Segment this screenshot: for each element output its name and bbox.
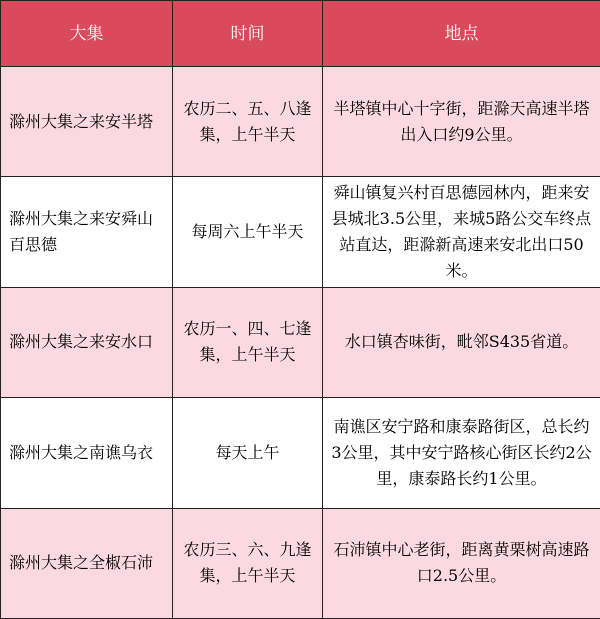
table-row: [1, 67, 600, 177]
table-row: [1, 287, 600, 397]
market-place-cell: 半塔镇中心十字街，距滁天高速半塔出入口约9公里。: [323, 67, 600, 177]
market-time-cell: 每周六上午半天: [173, 177, 323, 287]
market-name-cell: 滁州大集之来安半塔: [1, 67, 173, 177]
header-time: 时间: [173, 1, 323, 67]
table-row: [1, 398, 600, 508]
table-row: [1, 508, 600, 618]
market-place-cell: 水口镇杏味街，毗邻S435省道。: [323, 287, 600, 397]
market-place-cell: 石沛镇中心老街，距离黄栗树高速路口2.5公里。: [323, 508, 600, 618]
market-time-cell: 农历二、五、八逢集，上午半天: [173, 67, 323, 177]
market-place-cell: 舜山镇复兴村百思德园林内，距来安县城北3.5公里，来城5路公交车终点站直达，距滁新高速来安北出口50米。: [323, 177, 600, 287]
market-time-cell: 农历一、四、七逢集，上午半天: [173, 287, 323, 397]
market-name-cell: 滁州大集之来安舜山百思德: [1, 177, 173, 287]
header-name: 大集: [1, 1, 173, 67]
table-row: [1, 177, 600, 287]
market-place-cell: 南谯区安宁路和康泰路街区，总长约3公里，其中安宁路核心街区长约2公里，康泰路长约1公里。: [323, 398, 600, 508]
table-header-row: [1, 1, 600, 67]
market-time-cell: 每天上午: [173, 398, 323, 508]
market-name-cell: 滁州大集之全椒石沛: [1, 508, 173, 618]
market-time-cell: 农历三、六、九逢集，上午半天: [173, 508, 323, 618]
header-place: 地点: [323, 1, 600, 67]
market-name-cell: 滁州大集之南谯乌衣: [1, 398, 173, 508]
market-name-cell: 滁州大集之来安水口: [1, 287, 173, 397]
